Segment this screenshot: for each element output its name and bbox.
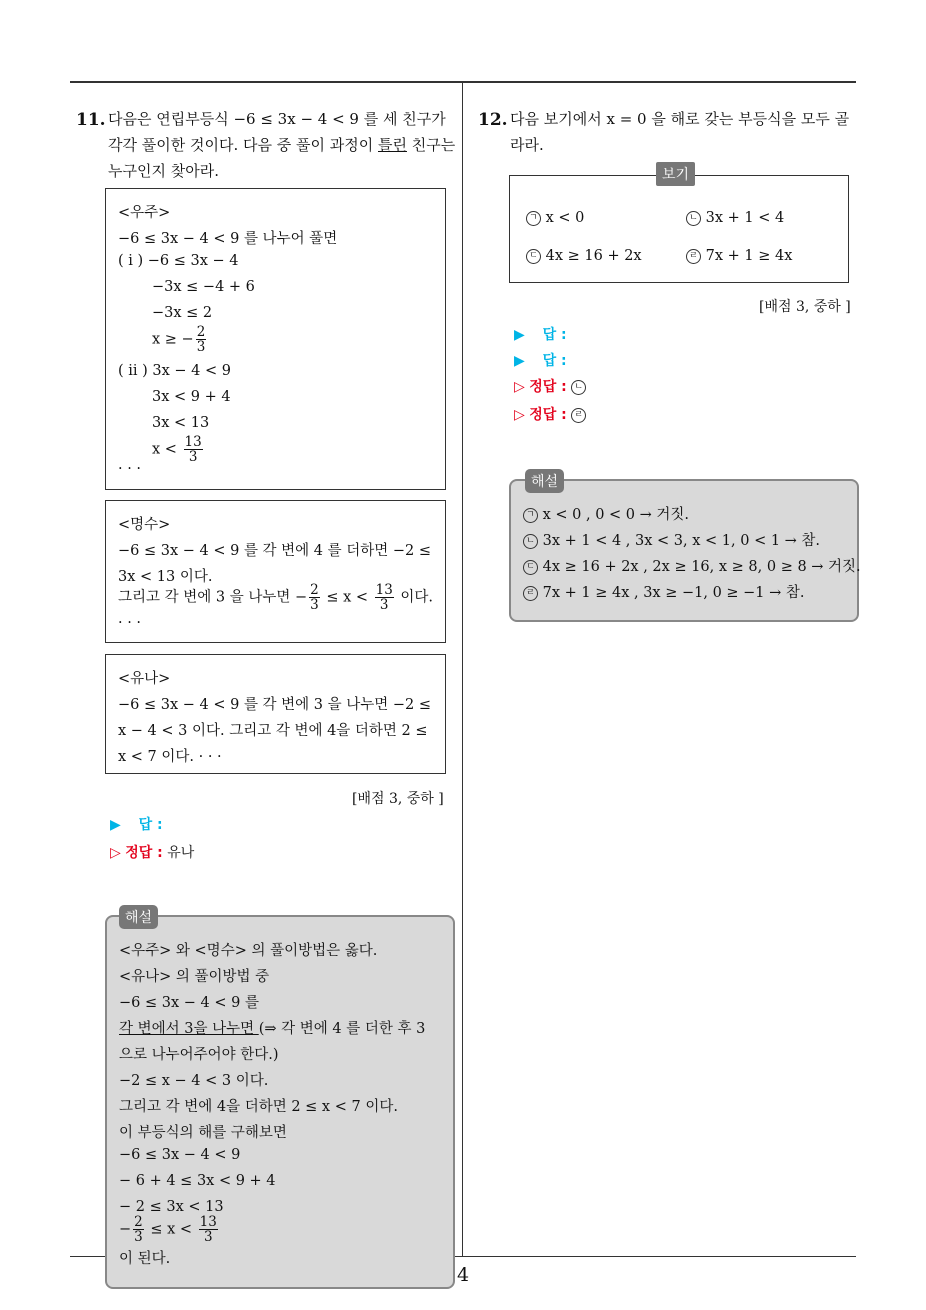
question-12-text — [510, 106, 860, 158]
bogi-option-d: ㄹ 7x + 1 ≥ 4x — [686, 248, 792, 264]
fraction: $\frac{13}{3}$ — [375, 582, 393, 613]
box-title: <우주> — [118, 205, 171, 221]
explanation-box-11 — [105, 910, 455, 1289]
circle-giyeok-icon: ㄱ — [526, 211, 541, 226]
question-12-number: 12. — [478, 110, 508, 130]
correct-answer-row-1 — [514, 376, 586, 396]
box-line: −3x ≤ −4 + 6 — [152, 279, 255, 295]
correct-label: 정답 : — [529, 379, 567, 395]
answer-label: 답 : — [542, 353, 567, 369]
question-11-text — [108, 106, 460, 184]
column-divider — [462, 82, 463, 1257]
explanation-line: ㄹ 7x + 1 ≥ 4x , 3x ≥ −1, 0 ≥ −1 → 참. — [523, 581, 805, 602]
solution-box-myeongsu — [105, 500, 446, 643]
correct-marker-icon: ▷ — [514, 407, 525, 423]
explanation-line: −2 ≤ x − 4 < 3 이다. — [119, 1073, 269, 1089]
answer-marker-icon: ▶ — [514, 353, 525, 369]
box-line: −6 ≤ 3x − 4 < 9 를 나누어 풀면 — [118, 231, 338, 247]
correct-label: 정답 : — [125, 845, 163, 861]
solution-box-yuna — [105, 654, 446, 774]
fraction: $\frac{13}{3}$ — [199, 1214, 217, 1245]
bogi-tag: 보기 — [656, 162, 695, 186]
explanation-line: − 2 ≤ 3x < 13 — [119, 1199, 224, 1215]
explanation-line: <유나> 의 풀이방법 중 — [119, 969, 270, 985]
answer-row-1 — [514, 324, 567, 344]
explanation-line: −6 ≤ 3x − 4 < 9 를 — [119, 995, 259, 1011]
box-title: <명수> — [118, 517, 171, 533]
explanation-tag: 해설 — [119, 905, 158, 929]
box-line: 3x < 13 이다. — [118, 569, 213, 585]
bogi-box — [509, 167, 849, 283]
explanation-tag: 해설 — [525, 469, 564, 493]
box-line-fraction: 그리고 각 변에 3 을 나누면 − $\frac{2}{3}$ ≤ x < $\frac{13}{3}$ 이다. — [118, 582, 434, 613]
box-title: <유나> — [118, 671, 171, 687]
answer-label: 답 : — [138, 817, 163, 833]
answer-marker-icon: ▶ — [110, 817, 121, 833]
fraction: $\frac{2}{3}$ — [196, 324, 206, 355]
correct-marker-icon: ▷ — [514, 379, 525, 395]
explanation-line: 이 된다. — [119, 1251, 171, 1267]
fraction: $\frac{13}{3}$ — [184, 434, 202, 465]
box-line: · · · — [118, 461, 142, 477]
circle-rieul-icon: ㄹ — [571, 408, 586, 423]
q11-text-line-1: 다음은 연립부등식 −6 ≤ 3x − 4 < 9 를 세 친구가 — [108, 110, 446, 128]
answer-marker-icon: ▶ — [514, 327, 525, 343]
circle-nieun-icon: ㄴ — [686, 211, 701, 226]
top-rule — [70, 81, 856, 83]
explanation-line: ㄴ 3x + 1 < 4 , 3x < 3, x < 1, 0 < 1 → 참. — [523, 529, 820, 550]
q12-text-line-2: 라라. — [510, 136, 544, 154]
question-11-number: 11. — [76, 110, 106, 130]
solution-box-uju — [105, 188, 446, 490]
circle-digeut-icon: ㄷ — [523, 560, 538, 575]
page-number: 4 — [456, 1264, 470, 1286]
box-line: ( i ) −6 ≤ 3x − 4 — [118, 253, 239, 269]
box-line: −6 ≤ 3x − 4 < 9 를 각 변에 3 을 나누면 −2 ≤ — [118, 697, 432, 713]
box-line: −6 ≤ 3x − 4 < 9 를 각 변에 4 를 더하면 −2 ≤ — [118, 543, 432, 559]
correct-answer-row-2 — [514, 404, 586, 424]
circle-rieul-icon: ㄹ — [523, 586, 538, 601]
q11-text-line-3: 누구인지 찾아라. — [108, 162, 219, 180]
box-line: 3x < 9 + 4 — [152, 389, 231, 405]
q12-text-line-1: 다음 보기에서 x = 0 을 해로 갖는 부등식을 모두 골 — [510, 110, 850, 128]
bogi-option-a: ㄱ x < 0 — [526, 210, 584, 226]
fraction: $\frac{2}{3}$ — [310, 582, 319, 613]
explanation-line: − 6 + 4 ≤ 3x < 9 + 4 — [119, 1173, 276, 1189]
score-label: [배점 3, 중하 ] — [759, 299, 851, 315]
explanation-line-fraction: − $\frac{2}{3}$ ≤ x < $\frac{13}{3}$ — [119, 1214, 217, 1245]
correct-answer-row — [110, 842, 194, 862]
answer-label: 답 : — [542, 327, 567, 343]
box-line-fraction: x < $\frac{13}{3}$ — [152, 434, 202, 465]
explanation-line: 그리고 각 변에 4을 더하면 2 ≤ x < 7 이다. — [119, 1099, 398, 1115]
box-line-fraction: x ≥ − $\frac{2}{3}$ — [152, 324, 206, 355]
circle-rieul-icon: ㄹ — [686, 249, 701, 264]
explanation-line: 각 변에서 3을 나누면 (⇒ 각 변에 4 를 더한 후 3 — [119, 1021, 426, 1037]
explanation-line: ㄷ 4x ≥ 16 + 2x , 2x ≥ 16, x ≥ 8, 0 ≥ 8 → 거짓. — [523, 555, 861, 576]
correct-value: 유나 — [167, 845, 195, 861]
explanation-line: 으로 나누어주어야 한다.) — [119, 1047, 279, 1063]
answer-row-2 — [514, 350, 567, 370]
box-line: x − 4 < 3 이다. 그리고 각 변에 4을 더하면 2 ≤ — [118, 723, 428, 739]
box-line: x < 7 이다. · · · — [118, 749, 222, 765]
correct-label: 정답 : — [529, 407, 567, 423]
box-line: 3x < 13 — [152, 415, 210, 431]
circle-nieun-icon: ㄴ — [571, 380, 586, 395]
score-label: [배점 3, 중하 ] — [352, 791, 444, 807]
explanation-line: −6 ≤ 3x − 4 < 9 — [119, 1147, 241, 1163]
circle-digeut-icon: ㄷ — [526, 249, 541, 264]
box-line: · · · — [118, 615, 142, 631]
bogi-option-b: ㄴ 3x + 1 < 4 — [686, 210, 784, 226]
box-line: −3x ≤ 2 — [152, 305, 213, 321]
bogi-option-c: ㄷ 4x ≥ 16 + 2x — [526, 248, 642, 264]
box-line: ( ii ) 3x − 4 < 9 — [118, 363, 232, 379]
fraction: $\frac{2}{3}$ — [134, 1214, 143, 1245]
circle-giyeok-icon: ㄱ — [523, 508, 538, 523]
explanation-line: <우주> 와 <명수> 의 풀이방법은 옳다. — [119, 943, 378, 959]
explanation-box-12 — [509, 474, 861, 622]
explanation-line: ㄱ x < 0 , 0 < 0 → 거짓. — [523, 503, 689, 524]
answer-row — [110, 814, 163, 834]
circle-nieun-icon: ㄴ — [523, 534, 538, 549]
correct-marker-icon: ▷ — [110, 845, 121, 861]
q11-underlined-word: 틀린 — [378, 136, 407, 154]
explanation-line: 이 부등식의 해를 구해보면 — [119, 1125, 287, 1141]
q11-text-line-2: 각각 풀이한 것이다. 다음 중 풀이 과정이 틀린 친구는 — [108, 136, 456, 154]
